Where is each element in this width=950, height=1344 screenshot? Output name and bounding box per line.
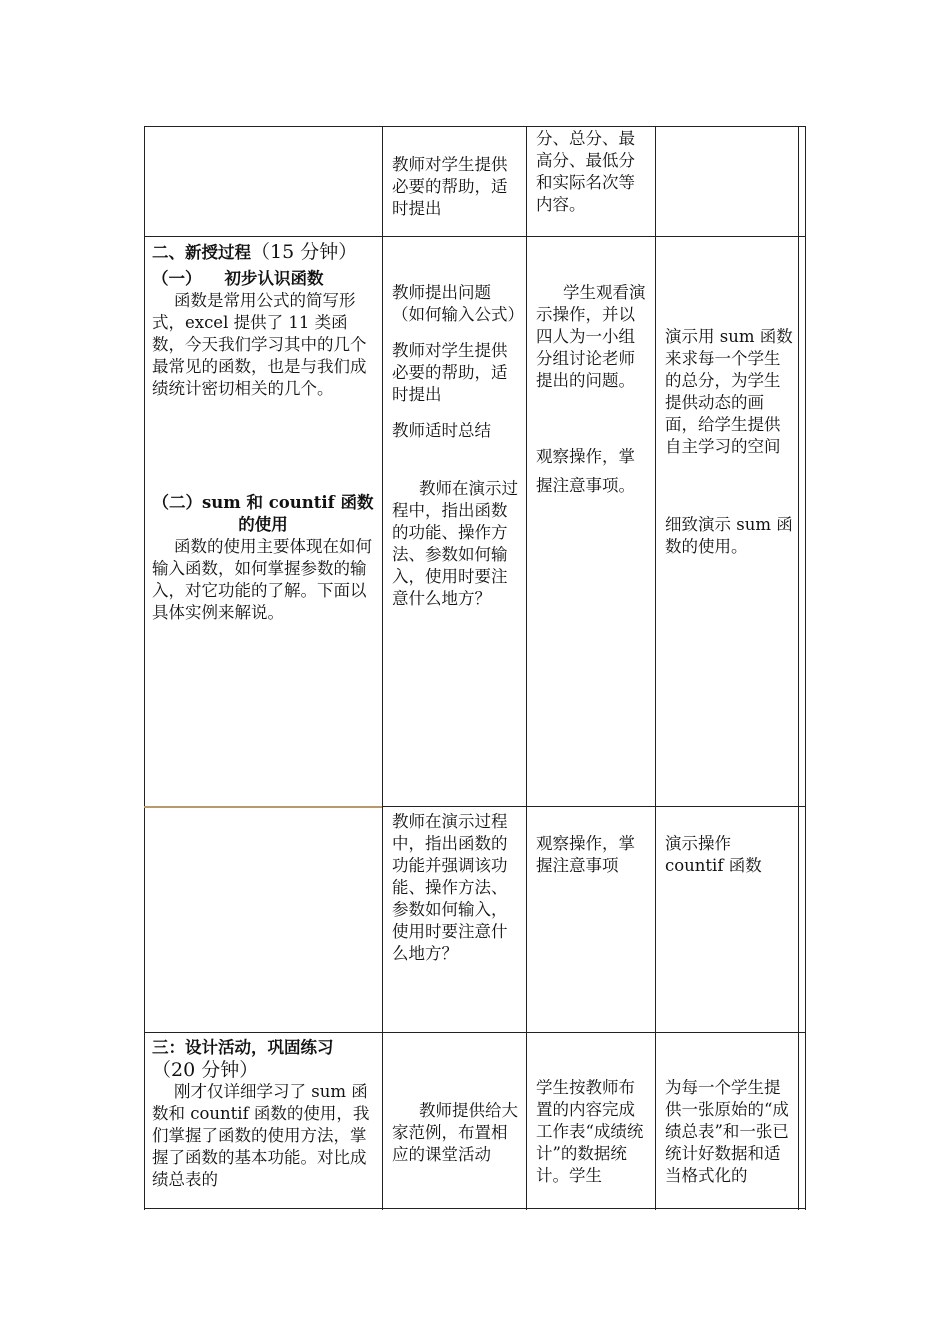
subsection-1-text: 函数是常用公式的简写形式，excel 提供了 11 类函数，今天我们学习其中的几个最常见的函数，也是与我们成绩统计密切相关的几个。 [152, 291, 367, 398]
row-divider-2 [382, 806, 806, 807]
row2-intent-sum: 演示用 sum 函数来求每一个学生的总分，为学生提供动态的画面，给学生提供自主学习的空间 [665, 327, 793, 456]
row4-student-text: 学生按教师布置的内容完成工作表“成绩统计”的数据统计。学生 [536, 1078, 644, 1185]
section-2-title: 二、新授过程 [152, 243, 251, 262]
subsection-1-title: （一） 初步认识函数 [152, 269, 324, 288]
table-border-bottom [144, 1208, 806, 1209]
row2-intent-detail: 细致演示 sum 函数的使用。 [665, 515, 793, 556]
row1-student-activity [536, 128, 648, 216]
row2-teacher-help: 教师对学生提供必要的帮助，适时提出 [392, 341, 508, 404]
row1-student-text: 分、总分、最高分、最低分和实际名次等内容。 [536, 129, 635, 214]
row-divider-3 [144, 1032, 806, 1033]
row2-teacher-demo: 教师在演示过程中，指出函数的功能、操作方法、参数如何输入，使用时要注意什么地方？ [392, 479, 518, 608]
row1-teacher-text: 教师对学生提供必要的帮助，适时提出 [392, 155, 508, 218]
section-3-title: 三：设计活动，巩固练习 [152, 1038, 334, 1057]
row3-teacher-activity [392, 811, 512, 965]
row2-teacher-question: 教师提出问题（如何输入公式） [392, 283, 524, 324]
column-divider-2 [526, 126, 527, 1210]
row2-teacher-activity [392, 282, 524, 610]
table-border-top [144, 126, 806, 127]
row-divider-2-col1 [144, 806, 382, 808]
section-3-time: （20 分钟） [152, 1059, 259, 1081]
row2-student-observe: 观察操作，掌握注意事项。 [536, 447, 635, 495]
row-divider-1 [144, 236, 806, 237]
section-2-time: （15 分钟） [251, 241, 358, 263]
table-border-right [805, 126, 806, 1210]
row4-student-activity [536, 1077, 648, 1187]
row3-intent-text: 演示操作 countif 函数 [665, 834, 762, 875]
row2-design-intent [665, 326, 793, 558]
column-divider-1 [382, 126, 383, 1210]
row2-content [152, 241, 374, 624]
subsection-2-text: 函数的使用主要体现在如何输入函数，如何掌握参数的输入，对它功能的了解。下面以具体实例来解说。 [152, 537, 372, 622]
row4-content [152, 1037, 374, 1191]
row4-design-intent [665, 1077, 789, 1187]
row1-teacher-activity [392, 154, 518, 220]
row3-design-intent [665, 833, 775, 877]
row2-teacher-summary: 教师适时总结 [392, 421, 491, 440]
subsection-2-title: （二）sum 和 countif 函数的使用 [152, 493, 374, 534]
row3-teacher-text: 教师在演示过程中，指出函数的功能并强调该功能、操作方法、参数如何输入，使用时要注意什么地方？ [392, 812, 508, 963]
row2-student-activity [536, 282, 648, 500]
row4-intent-text: 为每一个学生提供一张原始的“成绩总表”和一张已统计好数据和适当格式化的 [665, 1078, 789, 1185]
row3-student-text: 观察操作，掌握注意事项 [536, 834, 635, 875]
row4-teacher-activity [392, 1100, 518, 1166]
table-border-left [144, 126, 145, 1210]
row4-teacher-text: 教师提供给大家范例，布置相应的课堂活动 [392, 1101, 518, 1164]
row2-student-discuss: 学生观看演示操作，并以四人为一小组分组讨论老师提出的问题。 [536, 283, 646, 390]
section-3-text: 刚才仅详细学习了 sum 函数和 countif 函数的使用，我们掌握了函数的使用方法，掌握了函数的基本功能。对比成绩总表的 [152, 1082, 370, 1189]
column-divider-4 [798, 126, 799, 1210]
row3-student-activity [536, 833, 648, 877]
column-divider-3 [655, 126, 656, 1210]
section-2-heading [152, 241, 374, 264]
